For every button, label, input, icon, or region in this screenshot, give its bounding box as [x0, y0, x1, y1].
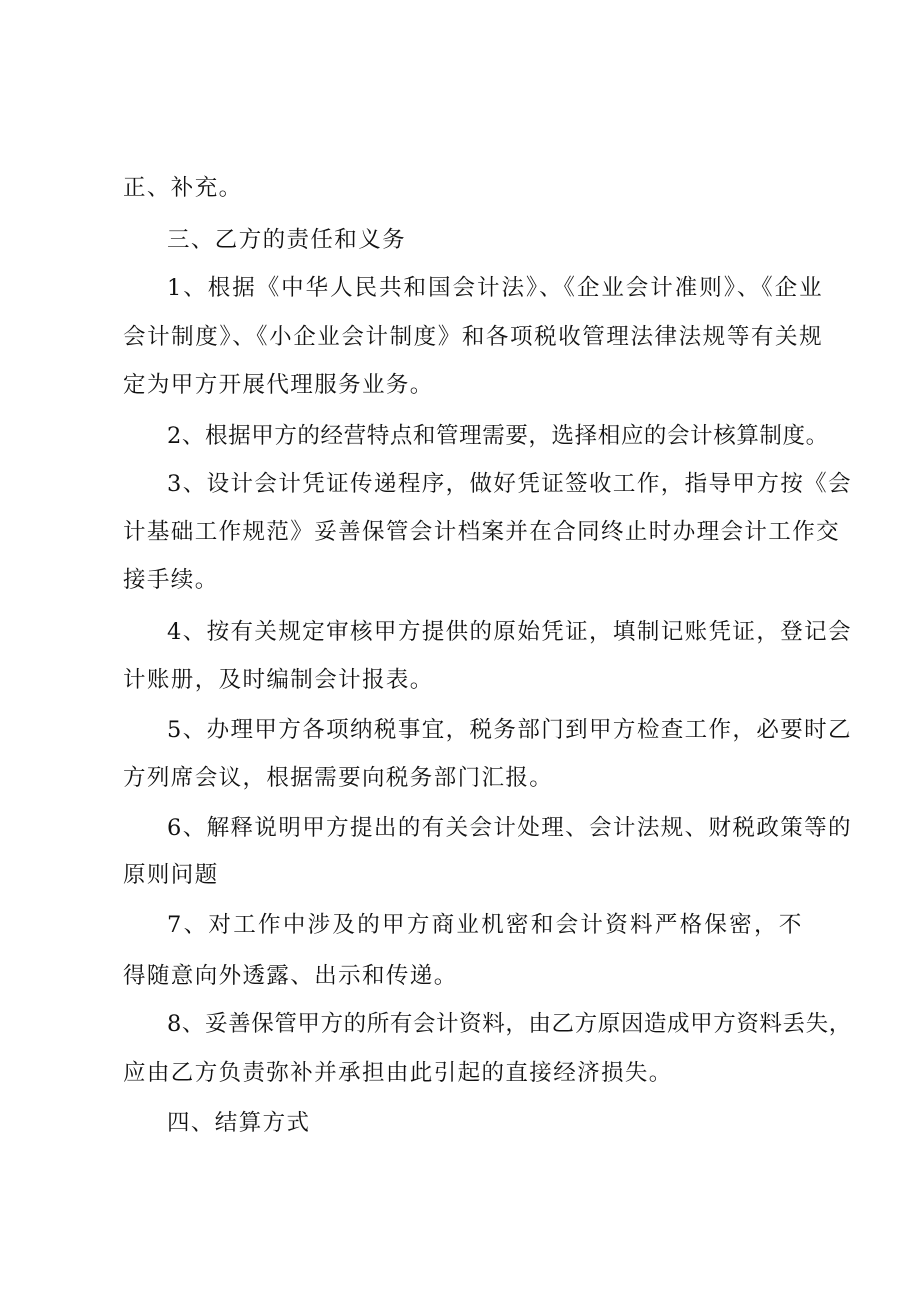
- section-heading: 四、结算方式: [167, 1110, 311, 1136]
- text-line: 计基础工作规范》妥善保管会计档案并在合同终止时办理会计工作交: [123, 519, 841, 545]
- section-heading: 三、乙方的责任和义务: [167, 227, 407, 253]
- text-line: 8、妥善保管甲方的所有会计资料，由乙方原因造成甲方资料丢失，: [167, 1011, 852, 1037]
- text-line: 应由乙方负责弥补并承担由此引起的直接经济损失。: [123, 1060, 673, 1086]
- text-line: 会计制度》、《小企业会计制度》和各项税收管理法律法规等有关规: [123, 324, 823, 350]
- text-line: 原则问题: [123, 862, 219, 888]
- text-line: 1、根据《中华人民共和国会计法》、《企业会计准则》、《企业: [167, 275, 823, 301]
- text-line: 接手续。: [123, 567, 219, 593]
- text-line: 6、解释说明甲方提出的有关会计处理、会计法规、财税政策等的: [167, 815, 852, 841]
- text-line: 方列席会议，根据需要向税务部门汇报。: [123, 765, 554, 791]
- text-line: 2、根据甲方的经营特点和管理需要，选择相应的会计核算制度。: [167, 423, 829, 449]
- text-line: 正、补充。: [123, 175, 243, 201]
- text-line: 5、办理甲方各项纳税事宜，税务部门到甲方检查工作，必要时乙: [167, 717, 852, 743]
- text-line: 定为甲方开展代理服务业务。: [123, 372, 434, 398]
- text-line: 4、按有关规定审核甲方提供的原始凭证，填制记账凭证，登记会: [167, 619, 852, 645]
- text-line: 7、对工作中涉及的甲方商业机密和会计资料严格保密，不: [167, 912, 804, 938]
- text-line: 计账册，及时编制会计报表。: [123, 667, 434, 693]
- text-line: 3、设计会计凭证传递程序，做好凭证签收工作，指导甲方按《会: [167, 471, 852, 497]
- text-line: 得随意向外透露、出示和传递。: [123, 963, 458, 989]
